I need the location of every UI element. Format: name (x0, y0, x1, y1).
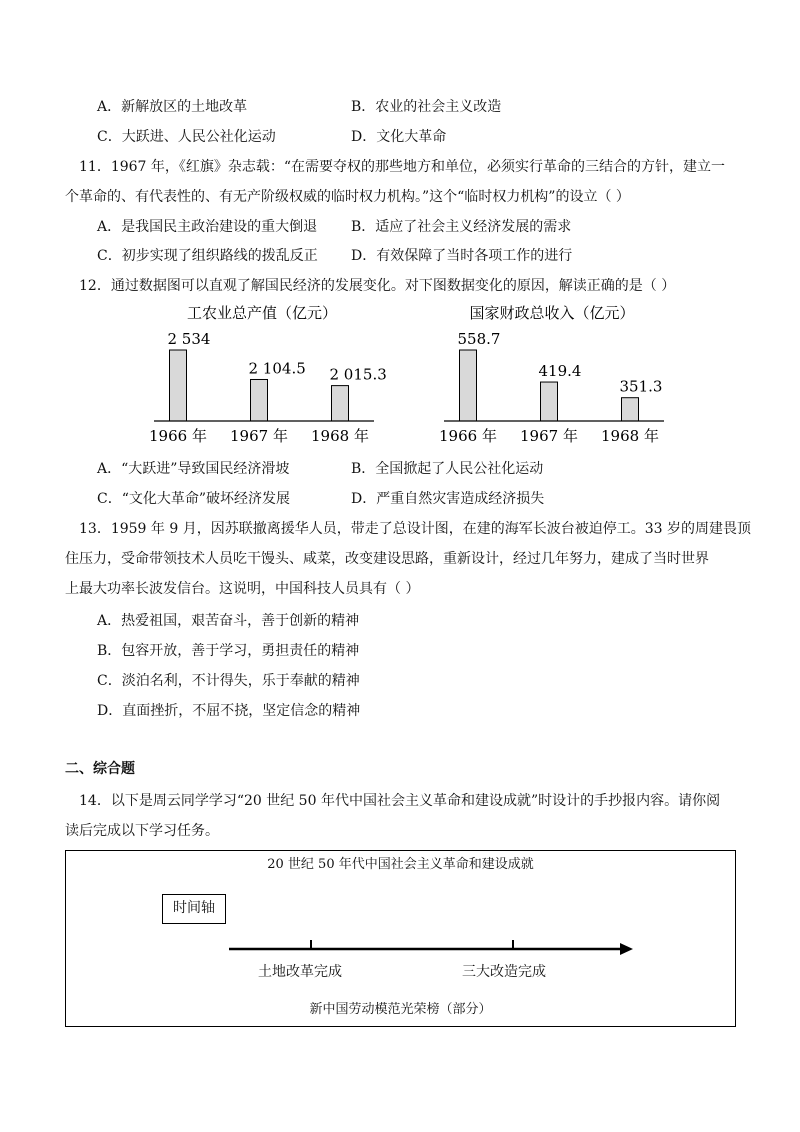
q11-option-b: B．适应了社会主义经济发展的需求 (351, 219, 572, 235)
timeline-arrow (620, 943, 633, 955)
chart1-category-label-3: 1968 年 (311, 427, 369, 445)
q12-option-c: C．“文化大革命”破坏经济发展 (97, 491, 291, 507)
chart2-bar-2 (541, 382, 558, 421)
honor-roll-title: 新中国劳动模范光荣榜（部分） (309, 1002, 492, 1017)
national-revenue-chart (430, 300, 670, 450)
timeline-label-box: 时间轴 (162, 894, 226, 924)
handout-title: 20 世纪 50 年代中国社会主义革命和建设成就 (267, 857, 534, 872)
q11-option-a: A．是我国民主政治建设的重大倒退 (97, 219, 318, 235)
industry-agriculture-output-chart (140, 300, 387, 450)
q12-stem: 12．通过数据图可以直观了解国民经济的发展变化。对下图数据变化的原因，解读正确的是（ ） (79, 278, 676, 294)
q14-stem-line2: 读后完成以下学习任务。 (65, 823, 219, 839)
q11-option-c: C．初步实现了组织路线的拨乱反正 (97, 248, 318, 264)
chart2-value-label-1: 558.7 (457, 330, 501, 348)
q13-stem-line1: 13．1959 年 9 月，因苏联撤离援华人员，带走了总设计图，在建的海军长波台被迫停工。33 岁的周建畏顶 (79, 521, 751, 537)
q10-option-b: B．农业的社会主义改造 (351, 99, 502, 115)
timeline (225, 935, 635, 959)
q14-stem-line1: 14．以下是周云同学学习“20 世纪 50 年代中国社会主义革命和建设成就”时设计的手抄报内容。请你阅 (79, 793, 721, 809)
q11-stem-line1: 11．1967 年，《红旗》杂志载：“在需要夺权的那些地方和单位，必须实行革命的三结合的方针，建立一 (79, 159, 726, 175)
chart1-bar-3 (332, 386, 349, 421)
chart1-value-label-1: 2 534 (167, 330, 211, 348)
chart2-title: 国家财政总收入（亿元） (469, 304, 635, 322)
chart2-category-label-3: 1968 年 (601, 427, 659, 445)
section-heading: 二、综合题 (65, 761, 135, 777)
timeline-event-2: 三大改造完成 (462, 964, 546, 980)
chart1-bar-2 (251, 379, 268, 421)
q12-option-a: A．“大跃进”导致国民经济滑坡 (97, 461, 290, 477)
chart1-category-label-1: 1966 年 (149, 427, 207, 445)
q13-stem-line3: 上最大功率长波发信台。这说明，中国科技人员具有（ ） (65, 581, 420, 597)
chart2-bar-1 (460, 350, 477, 421)
chart2-value-label-3: 351.3 (619, 377, 663, 396)
q10-option-c: C．大跃进、人民公社化运动 (97, 129, 276, 145)
q11-stem-line2: 个革命的、有代表性的、有无产阶级权威的临时权力机构。”这个“临时权力机构”的设立（ ） (65, 189, 630, 205)
chart1-category-label-2: 1967 年 (230, 427, 288, 445)
q10-option-d: D．文化大革命 (351, 129, 447, 145)
chart1-value-label-2: 2 104.5 (248, 359, 306, 378)
chart2-bar-3 (622, 398, 639, 421)
q11-option-d: D．有效保障了当时各项工作的进行 (351, 248, 573, 264)
chart1-value-label-3: 2 015.3 (329, 365, 387, 384)
q10-option-a: A．新解放区的土地改革 (97, 99, 248, 115)
q13-option-c: C．淡泊名利，不计得失，乐于奉献的精神 (97, 673, 360, 689)
q13-option-a: A．热爱祖国，艰苦奋斗，善于创新的精神 (97, 613, 360, 629)
q12-option-d: D．严重自然灾害造成经济损失 (351, 491, 545, 507)
chart1-title: 工农业总产值（亿元） (186, 304, 338, 322)
chart2-value-label-2: 419.4 (538, 362, 582, 381)
chart1-bar-1 (170, 350, 187, 421)
q13-option-d: D．直面挫折，不屈不挠，坚定信念的精神 (97, 703, 361, 719)
chart2-category-label-2: 1967 年 (520, 427, 578, 445)
chart2-category-label-1: 1966 年 (439, 427, 497, 445)
timeline-event-1: 土地改革完成 (258, 964, 342, 980)
q13-option-b: B．包容开放，善于学习，勇担责任的精神 (97, 643, 360, 659)
q13-stem-line2: 住压力，受命带领技术人员吃干馒头、咸菜，改变建设思路，重新设计，经过几年努力，建成了当时世界 (65, 551, 709, 567)
q12-option-b: B．全国掀起了人民公社化运动 (351, 461, 544, 477)
